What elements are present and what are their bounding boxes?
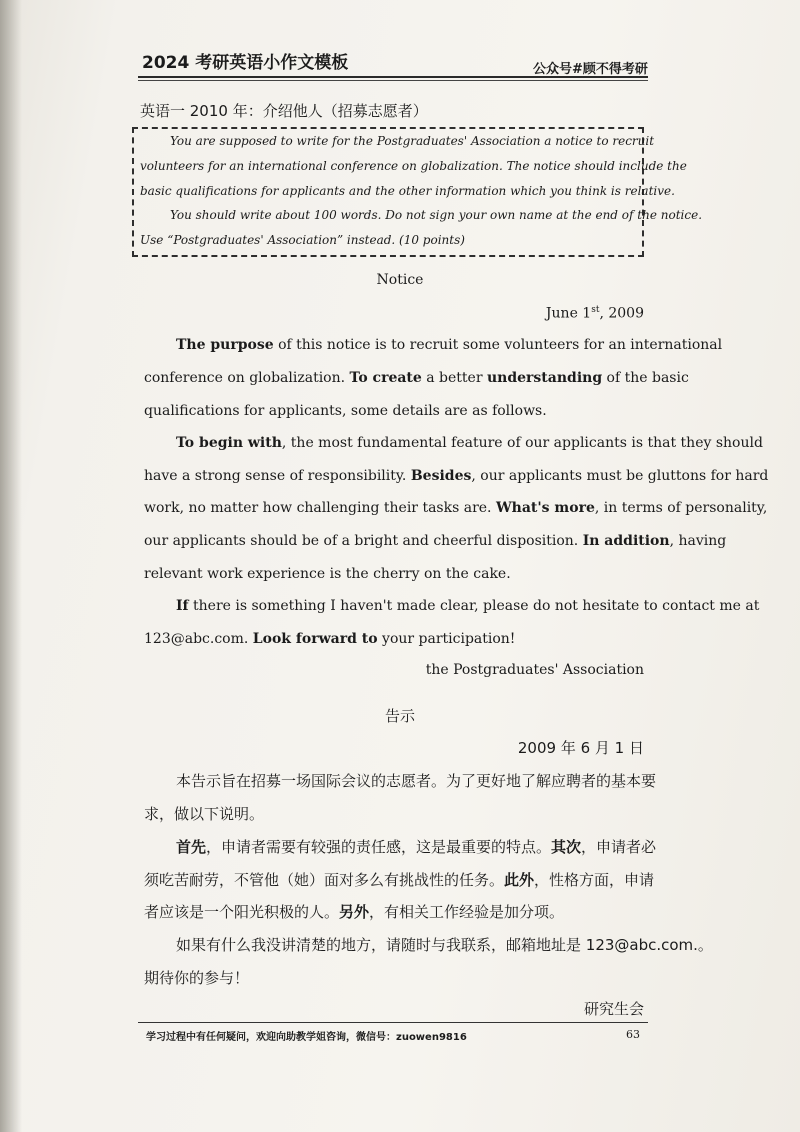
task-line-1: You are supposed to write for the Postgraduates' Association a notice to recruit — [170, 134, 655, 148]
chinese-signature: 研究生会 — [583, 1000, 644, 1018]
english-p3-line-2: 123@abc.com. Look forward to your participation! — [144, 631, 516, 647]
chinese-p1-line-1: 本告示旨在招募一场国际会议的志愿者。为了更好地了解应聘者的基本要 — [176, 772, 657, 790]
page-number: 63 — [626, 1028, 640, 1041]
chinese-notice-date: 2009 年 6 月 1 日 — [517, 739, 644, 757]
english-p1-line-2: conference on globalization. To create a better understanding of the basic — [144, 370, 689, 386]
header-divider-thin — [138, 80, 648, 81]
english-p2-line-4: our applicants should be of a bright and cheerful disposition. In addition, having — [144, 533, 727, 549]
header-title: 2024 考研英语小作文模板 — [142, 53, 349, 73]
english-p1-line-1: The purpose of this notice is to recruit some volunteers for an international — [176, 337, 723, 353]
chinese-notice-title: 告示 — [384, 707, 415, 725]
exam-title: 英语一 2010 年：介绍他人（招募志愿者） — [140, 102, 428, 120]
english-notice-date: June 1st, 2009 — [545, 305, 644, 322]
page-edge-shadow — [0, 0, 22, 1132]
chinese-p3-line-1: 如果有什么我没讲清楚的地方，请随时与我联系，邮箱地址是 123@abc.com.。 — [176, 936, 713, 954]
english-p3-line-1: If there is something I haven't made clear, please do not hesitate to contact me at — [176, 598, 760, 614]
task-line-4: You should write about 100 words. Do not sign your own name at the end of the notice. — [170, 208, 703, 222]
english-p2-line-5: relevant work experience is the cherry on the cake. — [144, 566, 511, 582]
chinese-p2-line-1: 首先，申请者需要有较强的责任感，这是最重要的特点。其次，申请者必 — [176, 838, 657, 856]
task-line-3: basic qualifications for applicants and the other information which you think is relative. — [140, 184, 675, 198]
task-line-2: volunteers for an international conference on globalization. The notice should include the — [140, 159, 687, 173]
header-account: 公众号#顾不得考研 — [533, 62, 648, 77]
task-line-5: Use “Postgraduates' Association” instead. (10 points) — [140, 233, 465, 247]
chinese-p3-line-2: 期待你的参与！ — [144, 969, 250, 987]
english-p2-line-3: work, no matter how challenging their tasks are. What's more, in terms of personality, — [144, 500, 768, 516]
header-divider — [138, 76, 648, 78]
english-signature: the Postgraduates' Association — [425, 662, 644, 678]
english-p2-line-1: To begin with, the most fundamental feature of our applicants is that they should — [176, 435, 763, 451]
english-p1-line-3: qualifications for applicants, some details are as follows. — [144, 403, 547, 419]
chinese-p2-line-2: 须吃苦耐劳，不管他（她）面对多么有挑战性的任务。此外，性格方面，申请 — [144, 871, 655, 889]
english-p2-line-2: have a strong sense of responsibility. Besides, our applicants must be gluttons for hard — [144, 468, 769, 484]
chinese-p1-line-2: 求，做以下说明。 — [144, 805, 265, 823]
footer-divider — [138, 1022, 648, 1023]
footer-contact-text: 学习过程中有任何疑问，欢迎向助教学姐咨询，微信号：zuowen9816 — [146, 1032, 467, 1043]
chinese-p2-line-3: 者应该是一个阳光积极的人。另外，有相关工作经验是加分项。 — [144, 903, 565, 921]
english-notice-title: Notice — [376, 272, 424, 288]
